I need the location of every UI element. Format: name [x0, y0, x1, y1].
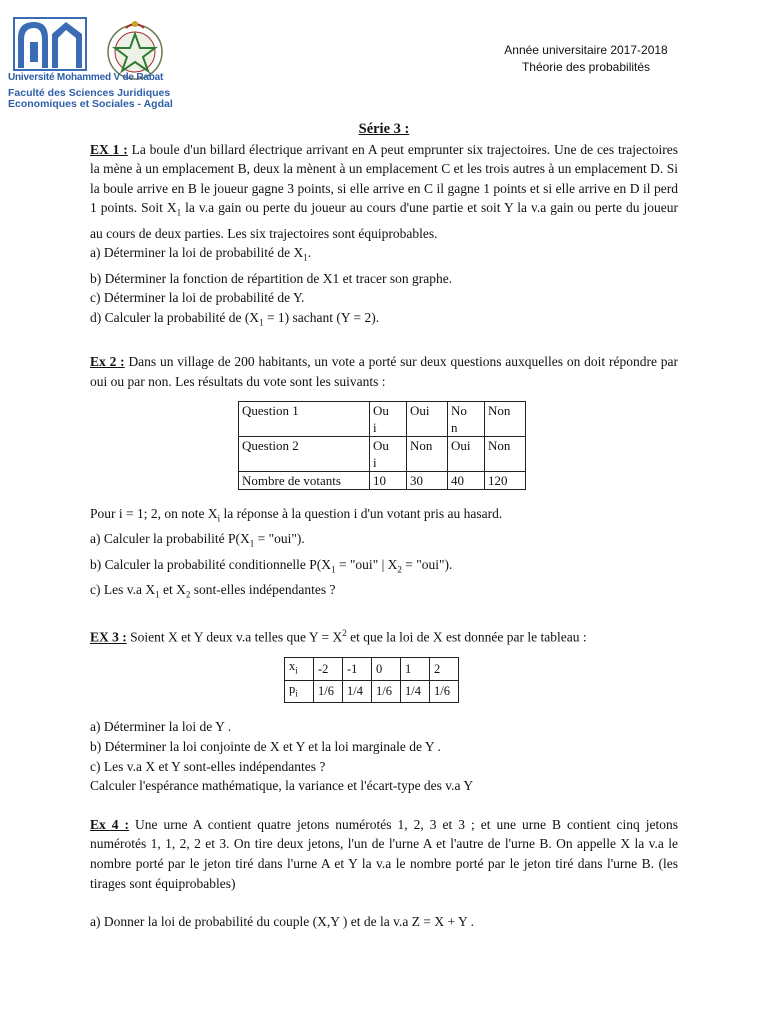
table-cell: Question 2	[239, 437, 370, 472]
ex3-intro-b: et que la loi de X est donnée par le tableau :	[346, 629, 587, 645]
ex1-question-a	[90, 243, 678, 268]
ex2-q-a-text: a) Calculer la probabilité P(X	[90, 531, 250, 547]
ex3-question-d: Calculer l'espérance mathématique, la variance et l'écart-type des v.a Y	[90, 778, 474, 794]
table-cell: Oui	[407, 402, 448, 437]
ex1-intro-part2: la v.a gain ou perte du joueur au cours d'une partie et soit Y la v.a gain ou perte du joueur au cours de deux parties. Les six trajectoires sont équiprobables.	[90, 200, 678, 241]
ex1-label: EX 1 :	[90, 141, 128, 157]
ex3-question-c: c) Les v.a X et Y sont-elles indépendantes ?	[90, 758, 326, 774]
ex2-q-c-text: c) Les v.a X	[90, 582, 156, 598]
table-cell: 10	[370, 472, 407, 490]
table-cell: Ou i	[370, 402, 407, 437]
ex2-question-b	[90, 555, 678, 580]
faculty-line-1: Faculté des Sciences Juridiques	[8, 87, 171, 99]
table-cell: Non	[485, 437, 526, 472]
ex2-q-b-end: = "oui").	[401, 556, 453, 572]
ex1-q-d-text: d) Calculer la probabilité de (X	[90, 309, 260, 325]
table-cell: Oui	[448, 437, 485, 472]
ex4-intro: Une urne A contient quatre jetons numérotés 1, 2, 3 et 3 ; et une urne B contient cinq jetons numérotés 1, 1, 2, 2 et 3. On tire deux jetons, l'un de l'urne A et l'autre de l'urne B. On appelle X la v.a le nombre porté par le jeton tiré dans l'urne A et Y la v.a le nombre porté par le jeton tiré dans l'urne B. (les tirages sont équiprobables)	[90, 816, 678, 891]
table-cell: 40	[448, 472, 485, 490]
academic-year: Année universitaire 2017-2018	[504, 43, 668, 57]
ex2-note-a: Pour i = 1; 2, on note X	[90, 506, 218, 522]
table-cell: 2	[430, 658, 459, 681]
ex2-question-c	[90, 580, 678, 605]
university-name: Université Mohammed V de Rabat	[8, 72, 164, 83]
university-emblem-icon	[14, 18, 86, 70]
table-row	[285, 658, 459, 681]
table-cell: 1/4	[343, 680, 372, 703]
ex1-q-d-sub: 1	[259, 317, 264, 328]
ex1-intro-part1: La boule d'un billard électrique arrivant en A peut emprunter six trajectoires. Une de ces trajectoires la mène à un emplacement B, deux la mènent à un emplacement C et les trois autres à un emplacement D. Si la boule arrive en B le joueur gagne 3 points, si elle arrive en C il gagne 1 points et si elle arrive en D il perd 1 points. Soit X	[90, 141, 678, 216]
ex2-note-sub: i	[217, 513, 221, 524]
ex1-q-a-end: .	[307, 245, 312, 261]
ex2-q-a-sub: 1	[249, 539, 255, 550]
ex2-q-b-mid: = "oui" | X	[335, 556, 398, 572]
ex1-question-b: b) Déterminer la fonction de répartition de X1 et tracer son graphe.	[90, 270, 453, 286]
x-sub: i	[295, 665, 298, 676]
exercise-sheet	[90, 120, 678, 932]
ex2-q-b-text: b) Calculer la probabilité conditionnelle P(X	[90, 556, 332, 572]
ex3-question-a: a) Déterminer la loi de Y .	[90, 719, 232, 735]
ex4-statement	[90, 815, 678, 893]
moroccan-seal-icon	[108, 21, 162, 79]
ex2-q-a-end: = "oui").	[254, 531, 305, 547]
ex2-q-b-sub2: 2	[397, 564, 402, 575]
ex1-q-d-end: = 1) sachant (Y = 2).	[263, 309, 380, 325]
table-cell: Question 1	[239, 402, 370, 437]
table-row	[239, 472, 526, 490]
ex3-label: EX 3 :	[90, 629, 127, 645]
ex1-q-a-text: a) Déterminer la loi de probabilité de X	[90, 245, 304, 261]
table-cell: -1	[343, 658, 372, 681]
ex2-q-c-sub1: 1	[155, 589, 160, 600]
ex1-q-a-sub: 1	[303, 252, 308, 263]
ex1-question-c: c) Déterminer la loi de probabilité de Y.	[90, 290, 305, 306]
ex1-question-d	[90, 308, 678, 333]
ex4-question-a: a) Donner la loi de probabilité du couple (X,Y ) et de la v.a Z = X + Y .	[90, 914, 474, 930]
table-cell: 1/6	[314, 680, 343, 703]
course-name: Théorie des probabilités	[521, 60, 651, 74]
table-row	[239, 437, 526, 472]
ex2-q-c-mid: et X	[159, 582, 186, 598]
ex2-intro: Dans un village de 200 habitants, un vote a porté sur deux questions auxquelles on doit répondre par oui ou par non. Les résultats du vote sont les suivants :	[90, 354, 678, 389]
table-cell: 120	[485, 472, 526, 490]
ex2-label: Ex 2 :	[90, 354, 125, 369]
table-row	[239, 402, 526, 437]
ex2-question-a	[90, 529, 678, 554]
p-sub: i	[295, 688, 298, 699]
table-cell: Non	[485, 402, 526, 437]
course-header	[486, 42, 686, 76]
ex1-subscript: 1	[176, 208, 182, 219]
university-name-block	[8, 72, 208, 110]
ex2-q-c-sub2: 2	[185, 589, 191, 600]
table-cell: 1/6	[430, 680, 459, 703]
ex1-statement	[90, 140, 678, 244]
ex2-note-b: la réponse à la question i d'un votant pris au hasard.	[220, 506, 503, 522]
ex3-sup: 2	[342, 628, 347, 639]
x-label: x	[289, 659, 296, 674]
ex3-intro-a: Soient X et Y deux v.a telles que Y = X	[126, 629, 343, 645]
table-cell: 0	[372, 658, 401, 681]
ex4-label: Ex 4 :	[90, 816, 130, 832]
ex3-question-b: b) Déterminer la loi conjointe de X et Y et la loi marginale de Y .	[90, 739, 441, 754]
page-title: Série 3 :	[358, 121, 410, 137]
ex2-q-c-end: sont-elles indépendantes ?	[190, 582, 336, 598]
table-cell: 30	[407, 472, 448, 490]
ex2-statement	[90, 352, 678, 391]
faculty-line-2: Economiques et Sociales - Agdal	[8, 98, 173, 110]
table-cell: 1	[401, 658, 430, 681]
vote-table	[238, 401, 526, 490]
table-cell: 1/4	[401, 680, 430, 703]
table-header-x	[285, 658, 314, 681]
distribution-table	[284, 657, 459, 703]
table-row	[285, 680, 459, 703]
table-cell: Nombre de votants	[239, 472, 370, 490]
ex2-q-b-sub1: 1	[331, 564, 336, 575]
table-cell: Ou i	[370, 437, 407, 472]
table-cell: No n	[448, 402, 485, 437]
ex2-note	[90, 504, 678, 529]
table-header-p	[285, 680, 314, 703]
table-cell: 1/6	[372, 680, 401, 703]
table-cell: -2	[314, 658, 343, 681]
ex3-statement	[90, 624, 678, 647]
table-cell: Non	[407, 437, 448, 472]
p-label: p	[289, 681, 296, 696]
